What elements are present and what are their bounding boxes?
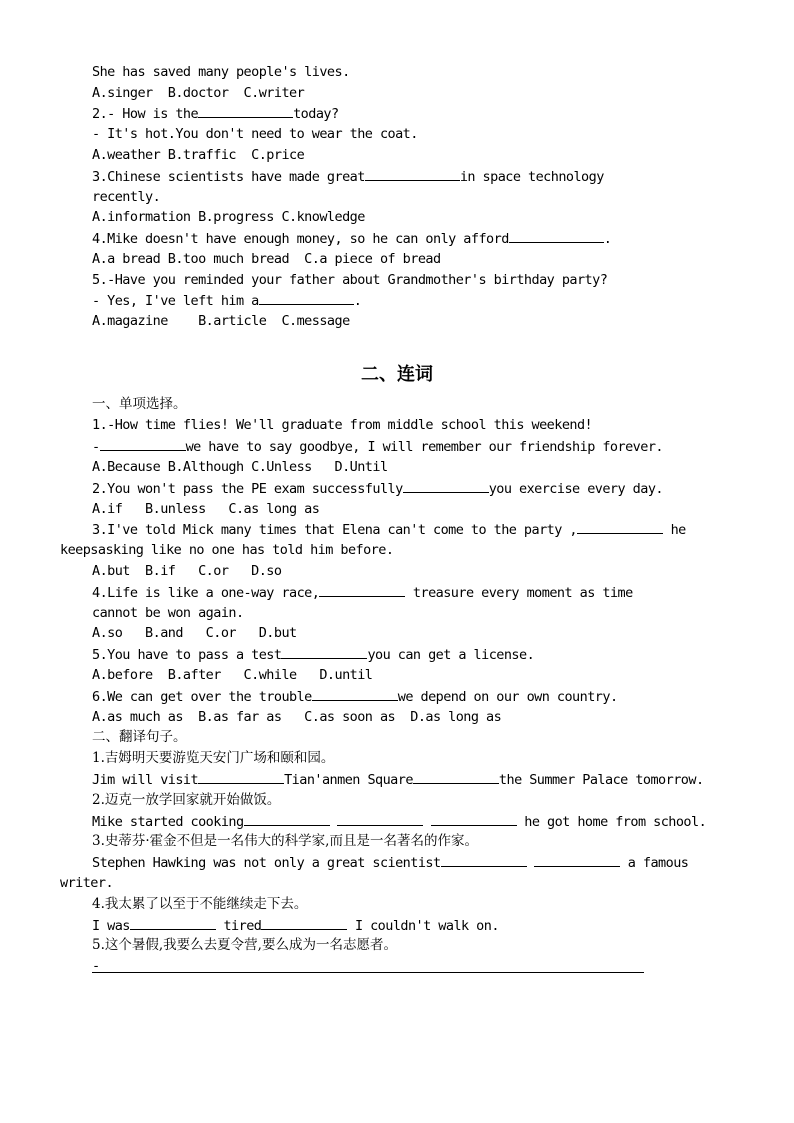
question-text: cannot be won again. xyxy=(92,605,244,621)
question-text: 5.-Have you reminded your father about Grandmother's birthday party? xyxy=(92,272,608,288)
answer-blank[interactable] xyxy=(403,478,489,493)
answer-blank[interactable] xyxy=(577,519,663,534)
answer-blank[interactable] xyxy=(431,811,517,826)
question-text: 4.Mike doesn't have enough money, so he can only afford . xyxy=(92,228,611,249)
answer-blank[interactable] xyxy=(534,852,620,867)
answer-options: A.if B.unless C.as long as xyxy=(92,501,320,517)
answer-blank[interactable] xyxy=(413,769,499,784)
question-text: 3.I've told Mick many times that Elena can't come to the party , he xyxy=(92,519,686,540)
translation-line: Stephen Hawking was not only a great scientist a famous xyxy=(92,852,688,873)
answer-options: A.but B.if C.or D.so xyxy=(92,563,282,579)
translation-line: I was tired I couldn't walk on. xyxy=(92,915,499,936)
question-text: 6.We can get over the trouble we depend on our own country. xyxy=(92,686,618,707)
translation-line: Jim will visit Tian'anmen Square the Summer Palace tomorrow. xyxy=(92,769,704,790)
answer-blank[interactable] xyxy=(337,811,423,826)
answer-blank[interactable] xyxy=(509,228,604,243)
translation-line: Mike started cooking he got home from school. xyxy=(92,811,706,832)
answer-blank[interactable] xyxy=(312,686,398,701)
answer-options: A.as much as B.as far as C.as soon as D.as long as xyxy=(92,709,502,725)
answer-blank[interactable] xyxy=(198,103,293,118)
question-text: keepsasking like no one has told him before. xyxy=(60,542,394,558)
chinese-sentence: 1.吉姆明天要游览天安门广场和颐和园。 xyxy=(92,750,335,766)
answer-options: A.information B.progress C.knowledge xyxy=(92,209,365,225)
answer-blank[interactable] xyxy=(100,436,186,451)
answer-blank[interactable] xyxy=(198,769,284,784)
question-text: She has saved many people's lives. xyxy=(92,64,350,80)
question-text: 2.You won't pass the PE exam successfully you exercise every day. xyxy=(92,478,663,499)
question-text: 4.Life is like a one-way race, treasure every moment as time xyxy=(92,582,633,603)
chinese-sentence: 3.史蒂芬·霍金不但是一名伟大的科学家,而且是一名著名的作家。 xyxy=(92,833,478,849)
question-text: 5.You have to pass a test you can get a license. xyxy=(92,644,534,665)
chinese-sentence: 2.迈克一放学回家就开始做饭。 xyxy=(92,792,281,808)
question-text: - we have to say goodbye, I will remember our friendship forever. xyxy=(92,436,663,457)
answer-options: A.so B.and C.or D.but xyxy=(92,625,297,641)
section-heading: 一、单项选择。 xyxy=(92,396,187,412)
answer-blank[interactable] xyxy=(365,166,460,181)
answer-blank[interactable] xyxy=(244,811,330,826)
chinese-sentence: 5.这个暑假,我要么去夏令营,要么成为一名志愿者。 xyxy=(92,937,397,953)
question-text: - It's hot.You don't need to wear the coat. xyxy=(92,126,418,142)
translation-line: - xyxy=(92,958,100,974)
answer-line[interactable] xyxy=(92,972,644,973)
question-text: 2.- How is the today? xyxy=(92,103,339,124)
translation-line: writer. xyxy=(60,875,114,891)
answer-options: A.Because B.Although C.Unless D.Until xyxy=(92,459,388,475)
section-heading: 二、翻译句子。 xyxy=(92,729,187,745)
answer-blank[interactable] xyxy=(441,852,527,867)
question-text: recently. xyxy=(92,189,161,205)
answer-blank[interactable] xyxy=(261,915,347,930)
answer-blank[interactable] xyxy=(319,582,405,597)
question-text: - Yes, I've left him a . xyxy=(92,290,361,311)
section-title: 二、连词 xyxy=(361,364,433,385)
answer-blank[interactable] xyxy=(259,290,354,305)
answer-options: A.before B.after C.while D.until xyxy=(92,667,373,683)
answer-blank[interactable] xyxy=(281,644,367,659)
answer-options: A.magazine B.article C.message xyxy=(92,313,350,329)
question-text: 1.-How time flies! We'll graduate from middle school this weekend! xyxy=(92,417,593,433)
answer-options: A.a bread B.too much bread C.a piece of bread xyxy=(92,251,441,267)
chinese-sentence: 4.我太累了以至于不能继续走下去。 xyxy=(92,896,308,912)
answer-blank[interactable] xyxy=(130,915,216,930)
answer-options: A.weather B.traffic C.price xyxy=(92,147,305,163)
answer-options: A.singer B.doctor C.writer xyxy=(92,85,305,101)
question-text: 3.Chinese scientists have made great in space technology xyxy=(92,166,604,187)
